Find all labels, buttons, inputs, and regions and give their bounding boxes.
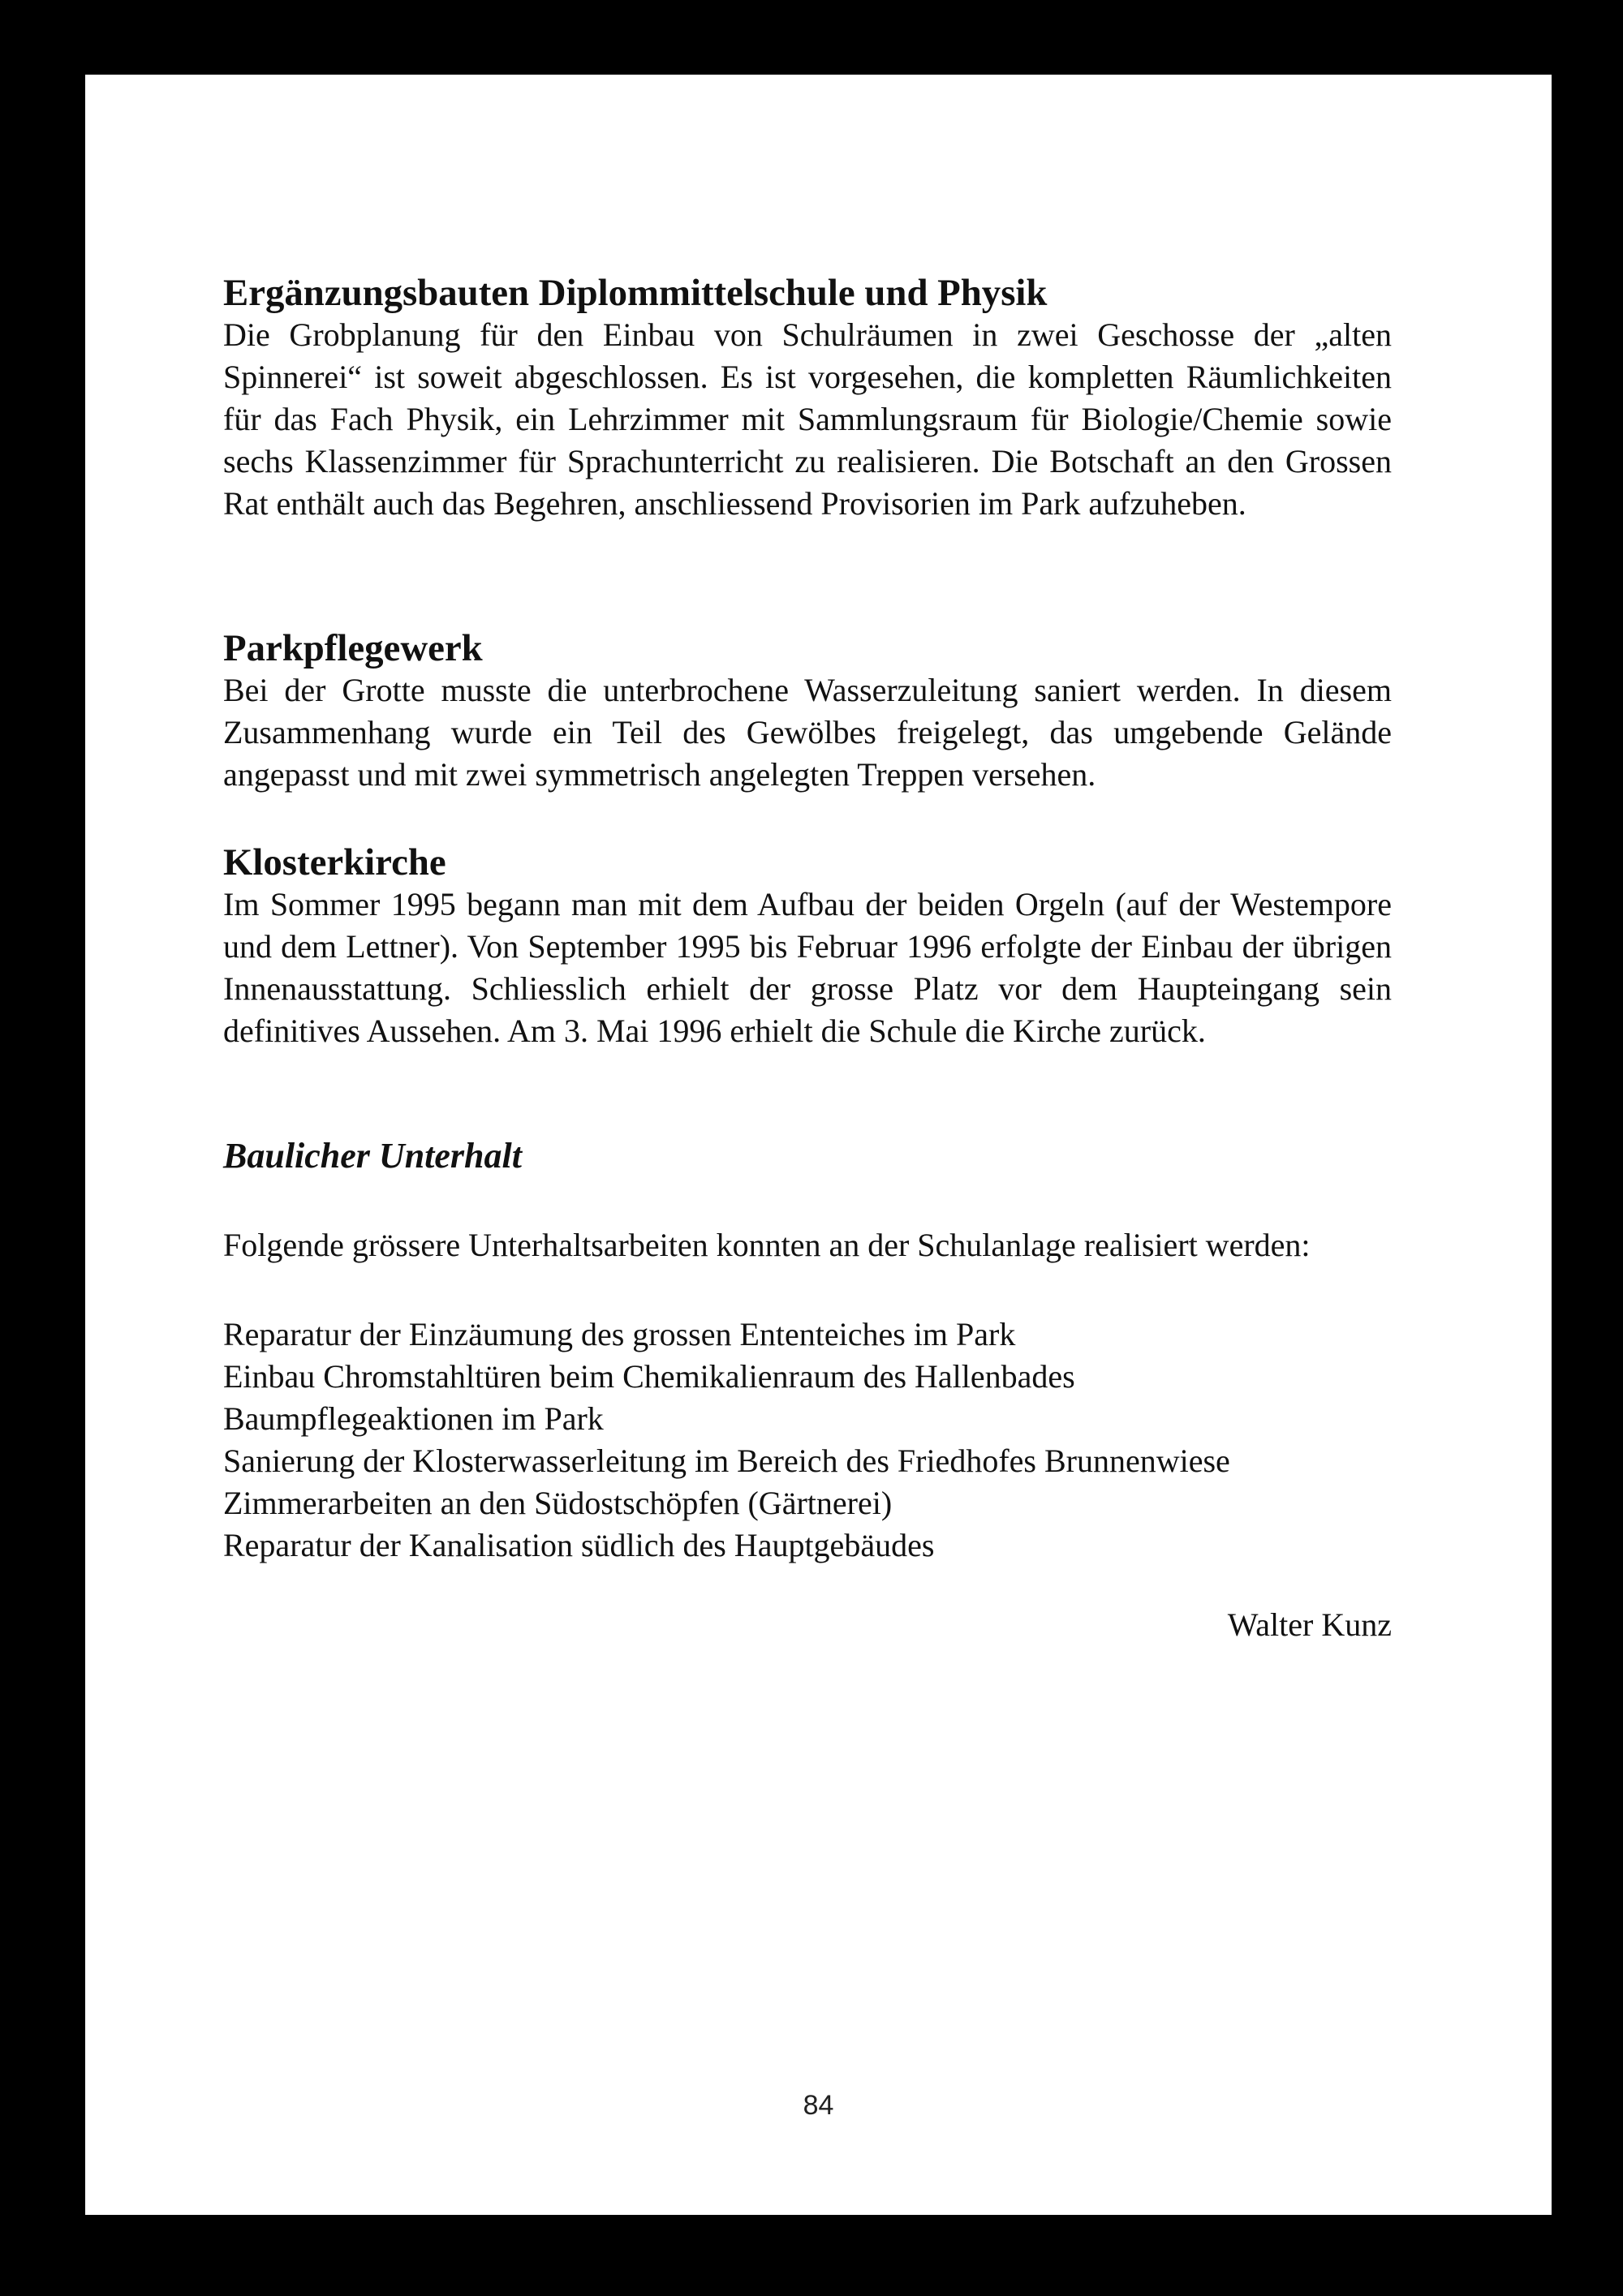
maintenance-list [223, 1314, 1392, 1567]
list-item: Zimmerarbeiten an den Südostschöpfen (Gärtnerei) [223, 1485, 893, 1521]
document-page [85, 75, 1552, 2215]
list-item: Sanierung der Klosterwasserleitung im Bereich des Friedhofes Brunnenwiese [223, 1443, 1230, 1479]
section-heading-klosterkirche: Klosterkirche [223, 841, 446, 884]
section-text-parkpflegewerk: Bei der Grotte musste die unterbrochene Wasserzuleitung saniert werden. In diesem Zusammenhang wurde ein Teil des Gewölbes freigelegt, das umgebende Gelände angepasst und mit zwei symmetrisch angelegten Treppen versehen. [223, 672, 1392, 793]
section-title-baulicher-unterhalt: Baulicher Unterhalt [223, 1136, 522, 1176]
list-item: Reparatur der Kanalisation südlich des Hauptgebäudes [223, 1527, 935, 1563]
maintenance-intro: Folgende grössere Unterhaltsarbeiten konnten an der Schulanlage realisiert werden: [223, 1227, 1311, 1263]
section-heading-parkpflegewerk: Parkpflegewerk [223, 627, 483, 669]
list-item: Reparatur der Einzäumung des grossen Ententeiches im Park [223, 1316, 1016, 1352]
list-item: Einbau Chromstahltüren beim Chemikalienraum des Hallenbades [223, 1358, 1075, 1395]
page-content [223, 272, 1392, 1679]
author-signature: Walter Kunz [1227, 1606, 1392, 1643]
section-text-klosterkirche: Im Sommer 1995 begann man mit dem Aufbau der beiden Orgeln (auf der Westempore und dem Lettner). Von September 1995 bis Februar 1996 erfolgte der Einbau der übrigen Innenausstattung. Schliesslich erhielt der grosse Platz vor dem Haupteingang sein definitives Aussehen. Am 3. Mai 1996 erhielt die Schule die Kirche zurück. [223, 886, 1392, 1049]
section-text-ergaenzungsbauten: Die Grobplanung für den Einbau von Schulräumen in zwei Geschosse der „alten Spinnerei“ ist soweit abgeschlossen. Es ist vorgesehen, die kompletten Räumlichkeiten für das Fach Physik, ein Lehrzimmer mit Sammlungsraum für Biologie/Chemie sowie sechs Klassenzimmer für Sprachunterricht zu realisieren. Die Botschaft an den Grossen Rat enthält auch das Begehren, anschliessend Provisorien im Park aufzuheben. [223, 316, 1392, 522]
section-heading-ergaenzungsbauten: Ergänzungsbauten Diplommittelschule und Physik [223, 272, 1048, 314]
list-item: Baumpflegeaktionen im Park [223, 1400, 604, 1437]
page-number: 84 [803, 2090, 834, 2121]
